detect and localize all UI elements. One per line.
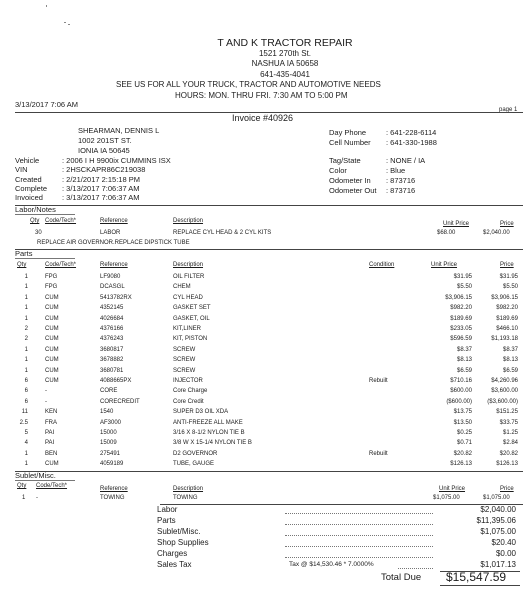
- cell-desc: SUPER D3 OIL XDA: [173, 409, 229, 416]
- total-value: $20.40: [491, 538, 516, 547]
- cell-price: $982.20: [496, 305, 518, 312]
- cell-desc: TUBE, GAUGE: [173, 461, 215, 468]
- cell-desc: Core Charge: [173, 388, 208, 395]
- cell-qty: 2: [24, 326, 28, 332]
- section-rule: [15, 214, 75, 215]
- field-label: Created: [15, 174, 42, 184]
- vehicle-row: [15, 165, 171, 174]
- table-row: [0, 347, 531, 357]
- cell-desc: D2 GOVERNOR: [173, 450, 218, 457]
- cell-code: -: [36, 495, 38, 501]
- cell-unit: $13.50: [453, 419, 472, 426]
- cell-ref: LABOR: [100, 230, 121, 236]
- leader-dots: [285, 546, 433, 547]
- tax-basis: Tax @ $14,530.46 * 7.0000%: [289, 561, 374, 568]
- table-row: [0, 284, 531, 294]
- table-row: [0, 461, 531, 471]
- table-row: [0, 357, 531, 367]
- col-ref: Reference: [100, 218, 128, 224]
- field-value: : 873716: [386, 176, 416, 185]
- customer-address: 1002 201ST ST.: [78, 136, 132, 145]
- cell-code: CUM: [45, 315, 59, 322]
- cell-desc: 3/16 X 8-1/2 NYLON TIE B: [173, 430, 245, 436]
- section-rule: [15, 480, 75, 481]
- section-rule: [15, 471, 523, 472]
- col-unit: Unit Price: [442, 221, 469, 227]
- total-value: $0.00: [495, 549, 516, 558]
- cell-qty: 1: [22, 495, 26, 501]
- total-label: Sales Tax: [157, 560, 192, 569]
- field-label: Day Phone: [329, 128, 367, 137]
- vehicle-row: [15, 156, 171, 165]
- field-value: : 3/13/2017 7:06:37 AM: [62, 193, 140, 203]
- labor-note: REPLACE AIR GOVERNOR.REPLACE DIPSTICK TUBE: [37, 240, 190, 246]
- cell-qty: 1: [24, 450, 28, 457]
- cell-unit: $126.13: [450, 461, 472, 468]
- vehicle-row: [15, 184, 171, 193]
- cell-qty: 1: [24, 461, 28, 468]
- cell-unit: $1,075.00: [433, 495, 460, 501]
- table-row: [0, 316, 531, 326]
- cell-price: $1.25: [502, 430, 518, 436]
- cell-desc: OIL FILTER: [173, 274, 205, 280]
- cell-code: FPG: [45, 284, 58, 291]
- vehicle-row: [15, 175, 171, 184]
- cell-price: $4,260.96: [491, 378, 518, 384]
- cell-price: $31.95: [499, 274, 518, 280]
- total-value: $1,017.13: [480, 560, 516, 569]
- col-price: Price: [500, 486, 514, 492]
- cell-unit: $0.25: [456, 430, 472, 436]
- cell-unit: $0.71: [456, 440, 472, 447]
- total-due-value: $15,547.59: [446, 570, 507, 584]
- cell-price: ($3,600.00): [487, 398, 518, 405]
- col-code: Code/Tech*: [45, 262, 77, 268]
- field-value: : 3/13/2017 7:06:37 AM: [62, 183, 140, 193]
- cell-code: CUM: [45, 461, 59, 468]
- cell-qty: 1: [24, 294, 28, 301]
- cell-desc: ANTI-FREEZE ALL MAKE: [173, 419, 243, 426]
- shop-name: T AND K TRACTOR REPAIR: [217, 37, 353, 49]
- col-desc: Description: [173, 262, 204, 268]
- table-row: [0, 378, 531, 388]
- field-value: : 873716: [386, 186, 416, 195]
- col-condition: Condition: [369, 262, 395, 268]
- cell-unit: $982.20: [450, 305, 472, 312]
- field-value: : 2006 I H 9900ix CUMMINS ISX: [62, 156, 171, 165]
- leader-dots: [285, 535, 433, 536]
- cell-desc: CYL HEAD: [173, 294, 203, 301]
- table-row: [0, 388, 531, 398]
- cell-ref: CORECREDIT: [100, 398, 140, 405]
- field-label: Invoiced: [15, 193, 43, 203]
- section-rule: [15, 258, 75, 259]
- table-row: [0, 295, 531, 305]
- total-value: $2,040.00: [480, 505, 516, 514]
- cell-desc: INJECTOR: [173, 378, 203, 384]
- cell-condition: Rebuilt: [369, 378, 388, 384]
- sublet-section-title: Sublet/Misc.: [15, 471, 56, 480]
- labor-section-title: Labor/Notes: [15, 205, 56, 214]
- contact-row: [329, 128, 437, 138]
- cell-ref: 3680781: [100, 367, 124, 374]
- table-row: [0, 305, 531, 315]
- cell-desc: TOWING: [173, 495, 198, 501]
- tag-row: [329, 156, 425, 166]
- cell-price: $3,600.00: [491, 388, 518, 395]
- table-row: [0, 430, 531, 440]
- shop-tagline: SEE US FOR ALL YOUR TRUCK, TRACTOR AND AUTOMOTIVE NEEDS: [116, 80, 381, 89]
- col-qty: Qty: [17, 262, 27, 268]
- col-desc: Description: [173, 486, 204, 492]
- col-ref: Reference: [100, 486, 128, 492]
- cell-ref: 1540: [100, 409, 114, 416]
- cell-unit: $13.75: [453, 409, 472, 416]
- cell-qty: 6: [24, 398, 28, 405]
- cell-code: CUM: [45, 378, 59, 384]
- scan-mark: [68, 24, 70, 25]
- col-unit: Unit Price: [439, 486, 466, 492]
- cell-price: $126.13: [496, 461, 518, 468]
- col-code: Code/Tech*: [45, 218, 77, 224]
- cell-condition: Rebuilt: [369, 450, 388, 457]
- cell-desc: GASKET SET: [173, 305, 211, 312]
- scan-mark: [46, 5, 47, 7]
- customer-city: IONIA IA 50645: [78, 146, 130, 155]
- cell-price: $8.37: [502, 346, 518, 353]
- cell-ref: 4026684: [100, 315, 124, 322]
- cell-code: BEN: [45, 450, 58, 457]
- table-row: [0, 409, 531, 419]
- col-code: Code/Tech*: [36, 483, 68, 489]
- cell-price: $33.75: [499, 419, 518, 426]
- field-label: Cell Number: [329, 138, 371, 147]
- col-price: Price: [500, 221, 514, 227]
- cell-code: PAI: [45, 430, 55, 436]
- cell-code: FPG: [45, 274, 58, 280]
- cell-desc: 3/8 W X 15-1/4 NYLON TIE B: [173, 440, 252, 447]
- cell-ref: DCASGL: [100, 284, 125, 291]
- shop-phone: 641-435-4041: [260, 69, 310, 79]
- cell-unit: ($600.00): [446, 398, 472, 405]
- parts-section-title: Parts: [15, 249, 33, 258]
- cell-ref: 3678882: [100, 357, 124, 364]
- cell-qty: 6: [24, 378, 28, 384]
- leader-dots: [285, 557, 433, 558]
- field-value: : 641-330-1988: [386, 138, 437, 147]
- cell-unit: $68.00: [437, 230, 456, 236]
- cell-code: PAI: [45, 440, 55, 447]
- cell-price: $1,075.00: [483, 495, 510, 501]
- col-qty: Qty: [30, 218, 40, 224]
- cell-unit: $3,906.15: [445, 294, 472, 301]
- cell-unit: $8.13: [456, 357, 472, 364]
- leader-dots: [285, 513, 433, 514]
- section-rule: [15, 249, 523, 250]
- tag-row: [329, 166, 425, 176]
- table-row: [0, 451, 531, 461]
- cell-unit: $31.95: [453, 274, 472, 280]
- cell-ref: 4376166: [100, 326, 124, 332]
- cell-ref: 3680817: [100, 346, 124, 353]
- cell-price: $466.10: [496, 326, 518, 332]
- table-row: [0, 440, 531, 450]
- page-number: page 1: [499, 107, 518, 113]
- cell-unit: $600.00: [450, 388, 472, 395]
- cell-price: $5.50: [502, 284, 518, 291]
- leader-dots: [285, 524, 433, 525]
- cell-qty: 1: [24, 357, 28, 364]
- cell-price: $2.84: [502, 440, 518, 447]
- cell-unit: $20.82: [453, 450, 472, 457]
- cell-desc: KIT,LINER: [173, 326, 202, 332]
- cell-code: -: [45, 398, 47, 405]
- shop-city: NASHUA IA 50658: [251, 59, 319, 68]
- col-unit: Unit Price: [431, 262, 458, 268]
- customer-name: SHEARMAN, DENNIS L: [78, 126, 160, 135]
- field-label: Odometer Out: [329, 186, 377, 195]
- col-price: Price: [500, 262, 514, 268]
- cell-price: $1,193.18: [491, 336, 518, 343]
- cell-code: CUM: [45, 346, 59, 353]
- table-row: [0, 274, 531, 284]
- contact-row: [329, 138, 437, 148]
- total-label: Sublet/Misc.: [157, 527, 201, 536]
- total-due-underline: [440, 585, 520, 586]
- section-rule: [15, 205, 523, 206]
- cell-qty: 2.5: [19, 419, 28, 426]
- total-value: $1,075.00: [480, 527, 516, 536]
- cell-qty: 4: [24, 440, 28, 447]
- cell-unit: $189.69: [450, 315, 472, 322]
- scan-mark: [64, 22, 66, 23]
- tag-info: [329, 156, 425, 196]
- cell-desc: SCREW: [173, 357, 196, 364]
- table-row: [0, 420, 531, 430]
- cell-ref: 15009: [100, 440, 117, 447]
- cell-unit: $5.50: [456, 284, 472, 291]
- cell-ref: 4352145: [100, 305, 124, 312]
- cell-desc: KIT, PISTON: [173, 336, 208, 343]
- cell-unit: $233.05: [450, 326, 472, 332]
- cell-qty: 2: [24, 336, 28, 343]
- shop-header: [150, 38, 420, 80]
- cell-price: $189.69: [496, 315, 518, 322]
- invoice-title: Invoice #40926: [232, 113, 294, 123]
- cell-code: CUM: [45, 336, 59, 343]
- cell-code: CUM: [45, 367, 59, 374]
- cell-ref: TOWING: [100, 495, 125, 501]
- table-row: [0, 368, 531, 378]
- cell-ref: AF3000: [100, 419, 122, 426]
- total-value: $11,395.06: [476, 516, 516, 525]
- shop-hours: HOURS: MON. THRU FRI. 7:30 AM TO 5:00 PM: [175, 91, 348, 100]
- total-due-label: Total Due: [381, 572, 422, 583]
- col-qty: Qty: [17, 483, 27, 489]
- cell-desc: SCREW: [173, 367, 196, 374]
- table-row: [0, 326, 531, 336]
- cell-unit: $710.16: [450, 378, 472, 384]
- field-label: Tag/State: [329, 156, 361, 165]
- cell-desc: SCREW: [173, 346, 196, 353]
- cell-unit: $6.59: [456, 367, 472, 374]
- cell-price: $20.82: [499, 450, 518, 457]
- cell-desc: Core Credit: [173, 398, 204, 405]
- cell-desc: REPLACE CYL HEAD & 2 CYL KITS: [173, 230, 272, 236]
- field-label: Color: [329, 166, 347, 175]
- total-label: Labor: [157, 505, 178, 514]
- cell-code: CUM: [45, 326, 59, 332]
- cell-code: -: [45, 388, 47, 395]
- cell-price: $6.59: [502, 367, 518, 374]
- tag-row: [329, 176, 425, 186]
- cell-price: $8.13: [502, 357, 518, 364]
- cell-code: CUM: [45, 357, 59, 364]
- cell-qty: 1: [24, 346, 28, 353]
- cell-ref: LF9080: [100, 274, 121, 280]
- cell-qty: 5: [24, 430, 28, 436]
- cell-ref: 4376243: [100, 336, 124, 343]
- field-label: Complete: [15, 183, 48, 193]
- cell-ref: 275491: [100, 450, 121, 457]
- cell-ref: 15000: [100, 430, 117, 436]
- field-label: Odometer In: [329, 176, 371, 185]
- cell-qty: 30: [35, 230, 42, 236]
- cell-price: $2,040.00: [483, 230, 510, 236]
- cell-unit: $8.37: [456, 346, 472, 353]
- col-ref: Reference: [100, 262, 128, 268]
- vehicle-info: [15, 156, 171, 202]
- col-desc: Description: [173, 218, 204, 224]
- table-row: [0, 399, 531, 409]
- tag-row: [329, 186, 425, 196]
- vehicle-row: [15, 193, 171, 202]
- cell-code: KEN: [45, 409, 58, 416]
- cell-code: CUM: [45, 294, 59, 301]
- total-label: Shop Supplies: [157, 538, 209, 547]
- cell-qty: 1: [24, 305, 28, 312]
- print-timestamp: 3/13/2017 7:06 AM: [15, 100, 78, 109]
- table-row: [0, 336, 531, 346]
- contact-info: [329, 128, 437, 148]
- cell-qty: 1: [24, 315, 28, 322]
- cell-ref: CORE: [100, 388, 118, 395]
- cell-qty: 1: [24, 284, 28, 291]
- shop-street: 1521 270th St.: [258, 48, 312, 58]
- cell-ref: 5413782RX: [100, 294, 132, 301]
- cell-ref: 4059189: [100, 461, 124, 468]
- cell-qty: 1: [24, 274, 28, 280]
- field-label: VIN: [15, 165, 28, 175]
- cell-price: $3,906.15: [491, 294, 518, 301]
- cell-qty: 1: [24, 367, 28, 374]
- cell-qty: 11: [21, 409, 28, 416]
- field-value: : 2/21/2017 2:15:18 PM: [62, 174, 140, 184]
- cell-unit: $596.59: [450, 336, 472, 343]
- field-value: : 2HSCKAPR86C219038: [62, 165, 146, 175]
- total-label: Charges: [157, 549, 188, 558]
- total-label: Parts: [157, 516, 176, 525]
- cell-qty: 6: [24, 388, 28, 395]
- customer-block: [78, 126, 159, 156]
- cell-desc: GASKET, OIL: [173, 315, 210, 322]
- cell-ref: 4088665PX: [100, 378, 132, 384]
- cell-desc: CHEM: [173, 284, 191, 291]
- cell-price: $151.25: [496, 409, 518, 416]
- cell-code: FRA: [45, 419, 57, 426]
- field-value: : 641-228-6114: [386, 128, 437, 137]
- field-value: : Blue: [386, 166, 406, 175]
- leader-dots: [398, 568, 433, 569]
- field-value: : NONE / IA: [386, 156, 426, 165]
- field-label: Vehicle: [15, 156, 40, 165]
- cell-code: CUM: [45, 305, 59, 312]
